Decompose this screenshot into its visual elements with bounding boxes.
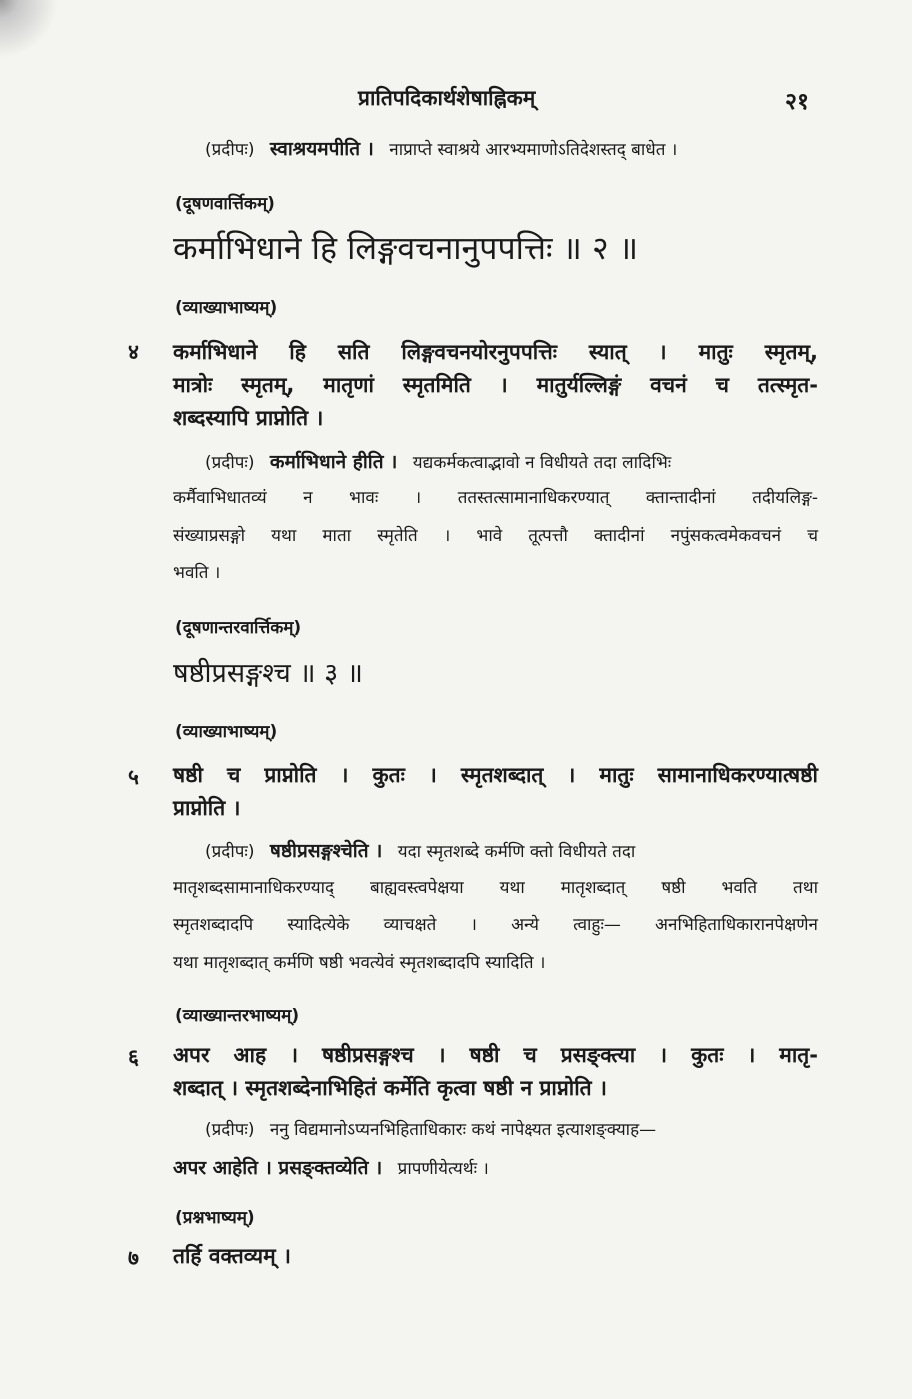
paragraph-number-4: ४ [128,340,139,364]
bhashya-4-line-2: मात्रोः स्मृतम्, मातृणां स्मृतमिति । मातुर्यल्लिङ्गं वचनं च तत्स्मृत- [173,373,818,397]
pradipa-block-2-line-3: संख्याप्रसङ्गो यथा माता स्मृतेति । भावे तूत्पत्तौ क्तादीनां नपुंसकत्वमेकवचनं च [173,526,818,546]
pradipa-label: (प्रदीपः) [205,453,255,473]
paragraph-number-5: ५ [128,765,139,789]
pradipa-text: यद्यकर्मकत्वाद्भावो न विधीयते तदा लादिभिः [412,453,672,473]
paragraph-number-7: ७ [128,1246,139,1270]
varttika-3: षष्ठीप्रसङ्गश्च ॥ ३ ॥ [173,658,363,689]
bhashya-4-line-1: कर्माभिधाने हि सति लिङ्गवचनयोरनुपपत्तिः स्यात् । मातुः स्मृतम्, [173,340,818,364]
pradipa-block-4-line-1 [205,1122,656,1139]
bhashya-5-line-2: प्राप्नोति । [173,796,241,820]
bhashya-6-line-1: अपर आह । षष्ठीप्रसङ्गश्च । षष्ठी च प्रसङ्क्त्या । कुतः । मातृ- [173,1043,818,1067]
bhashya-5-line-1: षष्ठी च प्राप्नोति । कुतः । स्मृतशब्दात् । मातुः सामानाधिकरण्यात्षष्ठी [173,763,818,787]
section-label-dushanantara-varttika: (दूषणान्तरवार्त्तिकम्) [175,618,302,638]
bhashya-4-line-3: शब्दस्यापि प्राप्नोति । [173,406,324,430]
pradipa-text: ननु विद्यमानोऽप्यनभिहिताधिकारः कथं नापेक्ष्यत इत्याशङ्क्याह— [269,1120,657,1140]
section-label-prashna-bhashya: (प्रश्नभाष्यम्) [175,1208,255,1228]
section-label-dushana-varttika: (दूषणवार्त्तिकम्) [175,194,275,214]
pradipa-block-2-line-4: भवति । [173,563,221,583]
pradipa-block-3-line-3: स्मृतशब्दादपि स्यादित्येके व्याचक्षते । अन्ये त्वाहुः— अनभिहिताधिकारानपेक्षणेन [173,915,818,935]
pradipa-label: (प्रदीपः) [205,1120,255,1140]
pradipa-block-4-line-2 [173,1159,489,1178]
pradipa-block-2-line-2: कर्मैवाभिधातव्यं न भावः । ततस्तत्सामानाधिकरण्यात् क्तान्तादीनां तदीयलिङ्ग- [173,488,818,508]
pradipa-block-3-line-1 [205,842,635,861]
running-title: प्रातिपदिकार्थशेषाह्निकम् [358,86,536,110]
pradipa-block-1 [205,140,677,159]
bhashya-7-line-1: तर्हि वक्तव्यम् । [173,1244,291,1268]
bhashya-6-line-2: शब्दात् । स्मृतशब्देनाभिहितं कर्मेति कृत्वा षष्ठी न प्राप्नोति । [173,1076,607,1100]
pradipa-label: (प्रदीपः) [205,842,255,862]
pradipa-text: प्रापणीयेत्यर्थः । [397,1159,489,1179]
pradipa-block-3-line-2: मातृशब्दसामानाधिकरण्याद् बाह्यवस्त्वपेक्षया यथा मातृशब्दात् षष्ठी भवति तथा [173,878,818,898]
pradipa-label: (प्रदीपः) [205,140,255,160]
pradipa-text: नाप्राप्ते स्वाश्रये आरभ्यमाणोऽतिदेशस्तद् बाधेत । [389,140,678,160]
varttika-2: कर्माभिधाने हि लिङ्गवचनानुपपत्तिः ॥ २ ॥ [173,229,639,267]
pradipa-lemma: स्वाश्रयमपीति । [269,138,374,160]
pradipa-block-3-line-4: यथा मातृशब्दात् कर्मणि षष्ठी भवत्येवं स्मृतशब्दादपि स्यादिति । [173,953,546,973]
paragraph-number-6: ६ [128,1045,139,1069]
page-number: २१ [785,89,809,115]
section-label-vyakhya-bhashya: (व्याख्याभाष्यम्) [175,298,278,318]
scan-corner-shadow [0,0,60,60]
pradipa-lemma: कर्माभिधाने हीति । [269,451,398,473]
pradipa-text: यदा स्मृतशब्दे कर्मणि क्तो विधीयते तदा [397,842,636,862]
section-label-vyakhyantara-bhashya: (व्याख्यान्तरभाष्यम्) [175,1006,300,1026]
section-label-vyakhya-bhashya: (व्याख्याभाष्यम्) [175,722,278,742]
pradipa-lemma: अपर आहेति । प्रसङ्क्तव्येति । [173,1157,383,1179]
pradipa-lemma: षष्ठीप्रसङ्गश्चेति । [269,840,383,862]
pradipa-block-2-line-1 [205,453,671,472]
